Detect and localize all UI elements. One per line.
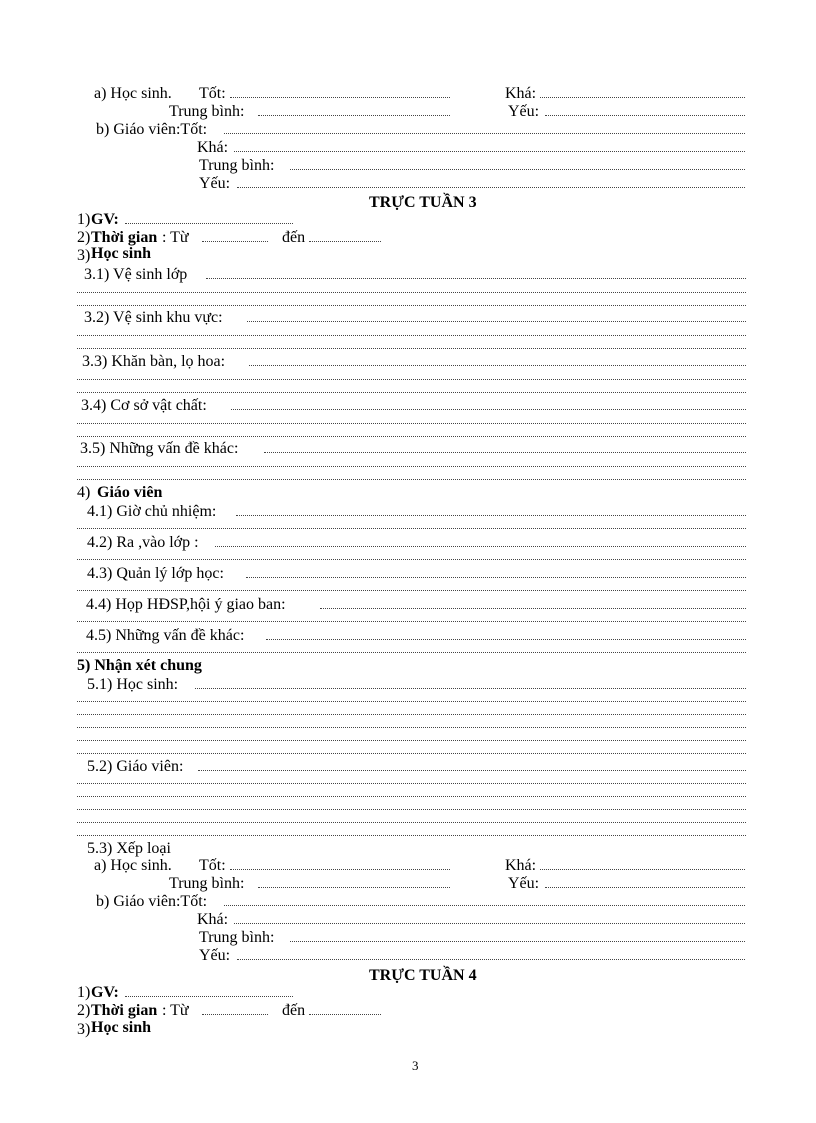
blank-line[interactable]: [77, 753, 746, 754]
blank-line[interactable]: [77, 822, 746, 823]
rating-weak-label: Yếu:: [508, 875, 540, 892]
week3-title: TRỰC TUẦN 3: [369, 194, 477, 211]
rating-students-label: a) Học sinh.: [94, 85, 172, 102]
blank-line[interactable]: [77, 479, 746, 480]
to-label: đến: [282, 1002, 306, 1019]
blank-line[interactable]: [77, 783, 746, 784]
remarks-teachers-label: 5.2) Giáo viên:: [87, 758, 184, 775]
blank-line[interactable]: [77, 423, 746, 424]
blank-line[interactable]: [264, 452, 746, 453]
blank-line[interactable]: [215, 546, 746, 547]
to-label: đến: [282, 229, 306, 246]
blank-line[interactable]: [77, 809, 746, 810]
blank-line[interactable]: [202, 1014, 268, 1015]
blank-line[interactable]: [77, 727, 746, 728]
general-remarks-heading: 5) Nhận xét chung: [77, 657, 202, 674]
blank-line[interactable]: [540, 97, 745, 98]
blank-line[interactable]: [249, 365, 746, 366]
rating-average-label: Trung bình:: [199, 929, 275, 946]
class-hygiene-label: 3.1) Vệ sinh lớp: [84, 266, 188, 283]
rating-average-label: Trung bình:: [199, 157, 275, 174]
item-number: 1): [77, 984, 91, 1001]
blank-line[interactable]: [77, 701, 746, 702]
from-label: : Từ: [162, 1002, 189, 1019]
blank-line[interactable]: [202, 241, 268, 242]
rating-students-label: a) Học sinh.: [94, 857, 172, 874]
rating-good-label: Tốt:: [199, 857, 226, 874]
blank-line[interactable]: [77, 305, 746, 306]
rating-weak-label: Yếu:: [199, 175, 231, 192]
blank-line[interactable]: [77, 796, 746, 797]
blank-line[interactable]: [309, 241, 381, 242]
blank-line[interactable]: [540, 869, 745, 870]
rating-good-label: Tốt:: [199, 85, 226, 102]
blank-line[interactable]: [224, 133, 745, 134]
item-number: 2): [77, 229, 91, 246]
blank-line[interactable]: [234, 151, 745, 152]
blank-line[interactable]: [290, 941, 745, 942]
tablecloth-vase-label: 3.3) Khăn bàn, lọ hoa:: [82, 353, 226, 370]
blank-line[interactable]: [290, 169, 745, 170]
blank-line[interactable]: [230, 97, 450, 98]
item-number: 2): [77, 1002, 91, 1019]
blank-line[interactable]: [77, 590, 746, 591]
page-number: 3: [412, 1058, 419, 1073]
rating-fair-label: Khá:: [505, 857, 537, 874]
rating-average-label: Trung bình:: [169, 875, 245, 892]
teacher-label: GV:: [91, 984, 119, 1001]
item-number: 3): [77, 1021, 91, 1038]
blank-line[interactable]: [246, 577, 746, 578]
blank-line[interactable]: [77, 292, 746, 293]
area-hygiene-label: 3.2) Vệ sinh khu vực:: [84, 309, 223, 326]
blank-line[interactable]: [230, 869, 450, 870]
from-label: : Từ: [162, 229, 189, 246]
blank-line[interactable]: [266, 639, 746, 640]
blank-line[interactable]: [77, 379, 746, 380]
remarks-students-label: 5.1) Học sinh:: [87, 676, 179, 693]
blank-line[interactable]: [236, 515, 746, 516]
blank-line[interactable]: [77, 740, 746, 741]
blank-line[interactable]: [77, 466, 746, 467]
blank-line[interactable]: [195, 688, 746, 689]
blank-line[interactable]: [125, 996, 293, 997]
other-issues-label: 3.5) Những vấn đề khác:: [80, 440, 239, 457]
blank-line[interactable]: [77, 348, 746, 349]
blank-line[interactable]: [247, 321, 746, 322]
blank-line[interactable]: [237, 959, 745, 960]
blank-line[interactable]: [77, 528, 746, 529]
rating-average-label: Trung bình:: [169, 103, 245, 120]
blank-line[interactable]: [198, 770, 746, 771]
blank-line[interactable]: [77, 335, 746, 336]
blank-line[interactable]: [77, 621, 746, 622]
facilities-label: 3.4) Cơ sở vật chất:: [81, 397, 207, 414]
rating-teachers-label: b) Giáo viên:Tốt:: [96, 121, 208, 138]
rating-weak-label: Yếu:: [199, 947, 231, 964]
blank-line[interactable]: [545, 115, 745, 116]
homeroom-label: 4.1) Giờ chủ nhiệm:: [87, 503, 217, 520]
time-label: Thời gian: [91, 229, 158, 246]
class-entry-label: 4.2) Ra ,vào lớp :: [87, 534, 199, 551]
blank-line[interactable]: [258, 887, 450, 888]
teacher-other-issues-label: 4.5) Những vấn đề khác:: [86, 627, 245, 644]
blank-line[interactable]: [545, 887, 745, 888]
item-number: 3): [77, 247, 91, 264]
blank-line[interactable]: [77, 559, 746, 560]
class-management-label: 4.3) Quản lý lớp học:: [87, 565, 224, 582]
blank-line[interactable]: [237, 187, 745, 188]
students-heading: Học sinh: [91, 245, 152, 262]
blank-line[interactable]: [234, 923, 745, 924]
blank-line[interactable]: [224, 905, 745, 906]
time-label: Thời gian: [91, 1002, 158, 1019]
blank-line[interactable]: [77, 436, 746, 437]
teachers-heading: Giáo viên: [97, 484, 163, 501]
blank-line[interactable]: [77, 392, 746, 393]
classification-label: 5.3) Xếp loại: [87, 840, 171, 857]
blank-line[interactable]: [231, 409, 746, 410]
students-heading: Học sinh: [91, 1019, 152, 1036]
rating-fair-label: Khá:: [197, 139, 229, 156]
blank-line[interactable]: [77, 652, 746, 653]
blank-line[interactable]: [309, 1014, 381, 1015]
rating-fair-label: Khá:: [197, 911, 229, 928]
item-number: 1): [77, 211, 91, 228]
meeting-label: 4.4) Họp HĐSP,hội ý giao ban:: [86, 596, 286, 613]
item-number: 4): [77, 484, 91, 501]
blank-line[interactable]: [77, 714, 746, 715]
blank-line[interactable]: [320, 608, 746, 609]
blank-line[interactable]: [206, 278, 746, 279]
rating-weak-label: Yếu:: [508, 103, 540, 120]
teacher-label: GV:: [91, 211, 119, 228]
blank-line[interactable]: [77, 835, 746, 836]
rating-fair-label: Khá:: [505, 85, 537, 102]
blank-line[interactable]: [125, 223, 293, 224]
rating-teachers-label: b) Giáo viên:Tốt:: [96, 893, 208, 910]
week4-title: TRỰC TUẦN 4: [369, 967, 477, 984]
blank-line[interactable]: [258, 115, 450, 116]
